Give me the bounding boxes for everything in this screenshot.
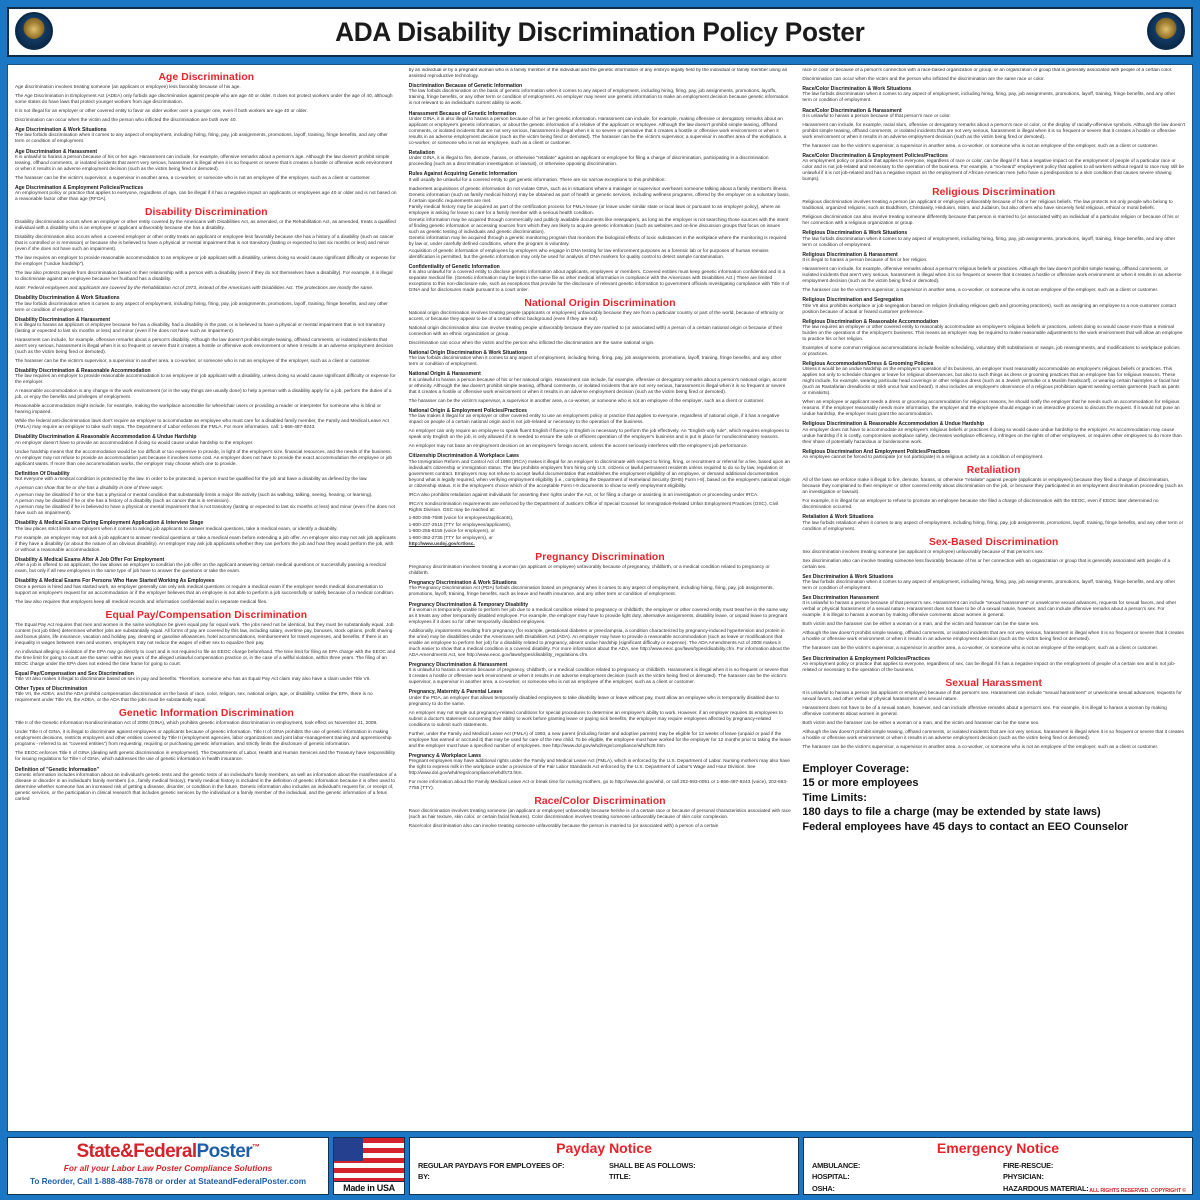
body-paragraph: It is unlawful to harass a person because of that person's race or color. [802, 113, 951, 119]
body-paragraph: The Immigration Reform and Control Act of 1986 (IRCA) makes it illegal for an employer to discriminate with respect to hiring, firing, or recruitment or referral for a fee, based upon an individual's citizenship or immigration status. The law prohibits employers from hiring only U.S. citizens or lawful permanent residents unless required to do so by law, regulation or government contract. Employers may not refuse to accept lawful documentation that establishes the employment eligibility of an employee, or demand additional documentation beyond what is legally required, when verifying employment eligibility (i.e., completing the Department of Homeland Security (DHS) Form I-9), based on the employee's national origin or citizenship status. It is the employee's choice which of the acceptable Form I-9 documents to show to verify employment eligibility. [408, 459, 791, 489]
body-paragraph: 1-800-237-2515 (TTY for employees/applicants), [408, 522, 512, 528]
body-paragraph: For more information about the Family Medical Leave Act or break time for nursing mothers, go to http://www.dol.gov/whd, or call 202-693-0051 or 1-866-487-9243 (voice), 202-693-7755 (TTY). [408, 779, 788, 791]
body-paragraph: Discrimination can occur when the victim and the person who inflicted the discrimination are the same race or color. [802, 76, 1045, 82]
body-paragraph: The harasser can be the victim's supervisor, a supervisor in another area, a co-worker, or someone who is not an employee of the employer, such as a client or customer. [802, 288, 1159, 294]
body-paragraph: Harassment can include, for example, offensive remarks about a person's religious beliefs or practices. Although the law doesn't prohibit simple teasing, offhand comments, or isolated incidents that aren't very serious, harassment is illegal when it is so frequent or severe that it creates a hostile or offensive work environment or when it results in an adverse employment decision (such as the victim being fired or demoted). [802, 267, 1182, 285]
body-paragraph: Religious discrimination can also involve treating someone differently because that person is married to (or associated with) an individual of a particular religion or because of his or her connection with a religious organization or group. [802, 215, 1180, 227]
subsection-heading: Pregnancy, Maternity & Parental Leave [408, 689, 503, 696]
body-paragraph: The law forbids discrimination when it comes to any aspect of employment, including hiring, firing, pay, job assignments, promotions, layoff, training, fringe benefits, and any other term or condition of employment. [802, 92, 1176, 104]
body-paragraph: Pregnant employees may have additional rights under the Family and Medical Leave Act (FMLA), which is enforced by the U.S. Department of Labor. Nursing mothers may also have the right to express milk in the workplace under a provision of the Fair Labor Standards Act enforced by the U.S. Department of Labor's Wage and Hour Division. See http://www.dol.gov/whd/regs/compliance/whdfs73.htm. [408, 759, 790, 776]
body-paragraph: The Age Discrimination in Employment Act (ADEA) only forbids age discrimination against people who are age 40 or older. It does not protect workers under the age of 40, although some states do have laws that protect younger workers from age discrimination. [15, 93, 393, 105]
body-paragraph: All of the laws we enforce make it illegal to fire, demote, harass, or otherwise "retaliate" against people (applicants or employees) because they filed a charge of discrimination, because they complained to their employer or other covered entity about discrimination on the job, or because they participated in an employment discrimination proceeding (such as an investigation or lawsuit). [802, 478, 1183, 496]
body-paragraph: Although the law doesn't prohibit simple teasing, offhand comments, or isolated incidents that are not very serious, harassment is illegal when it is so frequent or severe that it creates a hostile or offensive work environment or when it results in an adverse employment decision (such as the victim being fired or demoted). [802, 729, 1184, 741]
body-paragraph: The law makes it illegal for an employer or other covered entity to use an employment policy or practice that applies to everyone, regardless of national origin, if it has a negative impact on people of a certain national origin and is not job-related or necessary to the operation of the business. [408, 414, 780, 426]
body-paragraph: The EEOC enforces Title II of GINA (dealing with genetic discrimination in employment). The Departments of Labor, Health and Human Services and the Treasury have responsibility for issuing regulations for Title I of GINA, which addresses the use of genetic information in health insurance. [15, 751, 396, 763]
body-paragraph: The harasser can be the victim's supervisor, a supervisor in another area, a co-worker, or someone who is not an employee of the employer, such as a client or customer. [802, 143, 1159, 149]
subsection-heading: Sex Discrimination Harassment [802, 595, 879, 602]
emergency-field-label: OSHA: [812, 1183, 835, 1193]
key-fact-value: Federal employees have 45 days to contact an EEO Counselor [802, 820, 1129, 833]
us-government-seal-icon [1147, 12, 1185, 50]
emergency-field-label: FIRE-RESCUE: [1003, 1160, 1054, 1170]
body-paragraph: An employee cannot be forced to participate (or not participate) in a religious activity as a condition of employment. [802, 455, 1044, 461]
subsection-heading: Religious Discrimination & Reasonable Accommodation & Undue Hardship [802, 421, 985, 428]
subsection-heading: Disability Discrimination & Harassment [15, 316, 111, 323]
body-paragraph: Further, under the Family and Medical Leave Act (FMLA) of 1993, a new parent (including foster and adoptive parents) may be eligible for 12 weeks of leave (unpaid or paid if the employee has earned or accrued it) that may be used for care of the new child. To be eligible, the employee must have worked for the employer for 12 months prior to taking the leave and the employer must have a specified number of employees. See http://www.dol.gov/whd/regs/compliance/whdfs28.htm. [408, 731, 791, 749]
subsection-heading: Pregnancy Discrimination & Work Situations [408, 580, 517, 587]
made-in-usa-label: Made in USA [334, 1181, 404, 1194]
body-paragraph: Harassment can include, for example, racial slurs, offensive or derogatory remarks about a person's race or color, or the display of racially-offensive symbols. Although the law doesn't prohibit simple teasing, offhand comments, or isolated incidents that are not very serious, harassment is illegal when it is so frequent or severe that it creates a hostile or offensive work environment or when it results in an adverse employment decision (such as the victim being fired or demoted). [802, 122, 1185, 140]
body-paragraph: 1-800-362-2735 (TTY for employers), or [408, 535, 493, 541]
body-paragraph: An employer may not single out pregnancy-related conditions for special procedures to determine an employee's ability to work. However, if an employer requires its employees to submit a doctor's statement concerning their ability to work before granting leave or paying sick benefits, the employer may require employees affected by pregnancy-related conditions to submit such statements. [408, 710, 783, 728]
subsection-heading: Religious Discrimination & Work Situations [802, 230, 908, 237]
body-paragraph: Genetic information (such as family medical history) may be obtained as part of health or genetic services, including wellness programs, offered by the employer on a voluntary basis, if certain specific requirements are met. [408, 193, 790, 205]
body-paragraph: The law forbids discrimination when it comes to any aspect of employment, including hiring, firing, pay, job assignments, promotions, layoff, training, fringe benefits, and any other term or condition of employment. [408, 356, 782, 368]
section-heading: National Origin Discrimination [524, 297, 676, 309]
body-paragraph: 1-800-255-7688 (voice for employees/applicants), [408, 516, 514, 522]
body-paragraph: An employment policy or practice that applies to everyone, regardless of sex, can be illegal if it has a negative impact on the employment of people of a certain sex and is not job-related or necessary to the operation of the business. [802, 661, 1176, 673]
subsection-heading: Religious Discrimination and Segregation [802, 297, 904, 304]
poster-footer [5, 1134, 1195, 1197]
poster-header [5, 4, 1195, 61]
body-paragraph: Family medical history may be acquired as part of the certification process for FMLA leave (or leave under similar state or local laws or pursuant to an employer policy), where an employee is asking for leave to care for a family member with a serious health condition. [408, 205, 781, 217]
page-title: ADA Disability Discrimination Policy Poster [335, 16, 865, 47]
key-fact-heading: Employer Coverage: [802, 762, 910, 775]
body-paragraph: The law also protects people from discrimination based on their relationship with a person with a disability (even if they do not themselves have a disability). For example, it is illegal to discriminate against an employee because her husband has a disability. [15, 271, 393, 283]
body-note: Note: Federal employees and applicants are covered by the Rehabilitation Act of 1973, instead of the Americans with Disabilities Act. The protections are mostly the same. [15, 286, 374, 292]
payday-field-label: BY: [418, 1172, 430, 1182]
subsection-heading: Race/Color Discrimination & Employment Policies/Practices [802, 153, 948, 160]
subsection-heading: Definition Of Disability [15, 470, 70, 477]
external-link[interactable]: http://www.usdoj.gov/crt/osc. [408, 541, 475, 547]
payday-notice-box [409, 1137, 799, 1195]
content-column-1 [10, 68, 403, 1129]
section-heading: Genetic Information Discrimination [118, 708, 294, 720]
subsection-heading: Disability & Medical Exams After A Job Offer For Employment [15, 556, 165, 563]
body-paragraph: Genetic information may be acquired through commercially and publicly available documents like newspapers, as long as the employer is not searching those sources with the intent of finding genetic information or accessing sources from which they are likely to acquire genetic information (such as websites and on-line discussion groups that focus on issues such as genetic testing of individuals and genetic discrimination). [408, 217, 789, 235]
subsection-heading: Rules Against Acquiring Genetic Information [408, 171, 517, 178]
section-heading: Retaliation [966, 465, 1021, 477]
subsection-heading: Sex Discrimination & Work Situations [802, 573, 894, 580]
body-paragraph: An employment policy or practice that applies to everyone, regardless of race or color, can be illegal if it has a negative impact on the employment of people of a particular race or color and is not job-related and necessary to the operation of the business. For example, a "no-beard" employment policy that applies to all workers without regard to race may still be unlawful if it is not job-related and has a negative impact on the employment of African-American men (who have a predisposition to a skin condition that causes severe shaving bumps). [802, 159, 1185, 183]
body-note: A person can show that he or she has a disability in one of three ways: [15, 486, 164, 492]
body-paragraph: It is also unlawful for a covered entity to disclose genetic information about applicants, employees or members. Covered entities must keep genetic information confidential and in a separate medical file. (Genetic information may be kept in the same file as other medical information in compliance with the Americans with Disabilities Act.) There are limited exceptions to this non-disclosure rule, such as exceptions that provide for the disclosure of relevant genetic information to government officials investigating compliance with Title II of GINA and for disclosures made pursuant to a court order. [408, 269, 790, 293]
body-paragraph: Sex discrimination also can involve treating someone less favorably because of his or her connection with an organization or group that is generally associated with people of a certain sex. [802, 558, 1171, 570]
body-paragraph: An employer doesn't have to provide an accommodation if doing so would cause undue hardship to the employer. [15, 440, 254, 446]
subsection-heading: National Origin & Harassment [408, 371, 481, 378]
body-paragraph: Once a person is hired and has started work, an employer generally can only ask medical questions or require a medical exam if the employer needs medical documentation to support an employee's request for an accommodation or if the employer believes that an employee is not able to perform a job successfully or safely because of a medical condition. [15, 584, 395, 596]
body-paragraph: Harassment does not have to be of a sexual nature, however, and can include offensive remarks about a person's sex. For example, it is illegal to harass a woman by making offensive comments about women in general. [802, 705, 1167, 717]
made-in-usa-box [333, 1137, 405, 1195]
section-heading: Disability Discrimination [145, 207, 268, 219]
emergency-field-label: PHYSICIAN: [1003, 1172, 1044, 1182]
emergency-notice-left-fields [812, 1160, 993, 1194]
body-paragraph: Inadvertent acquisitions of genetic information do not violate GINA, such as in situations where a manager or supervisor overhears someone talking about a family member's illness. [408, 186, 788, 192]
body-paragraph: Genetic information includes information about an individual's genetic tests and the genetic tests of an individual's family members, as well as information about the manifestation of a disease or disorder in an individual's family members (i.e., family medical history). Family medical history is included in the definition of genetic information because it is often used to determine whether someone has an increased risk of getting a disease, disorder, or condition in the future. Genetic information also includes an individual's request for, or receipt of, genetic services, or the participation in clinical research that includes genetic services by the individual or a family member of the individual, and the genetic information of a fetus carried [15, 772, 397, 802]
body-paragraph: race or color or because of a person's connection with a race-based organization or group, or an organization or group that is generally associated with people of a certain color. [802, 68, 1173, 73]
body-paragraph: Disability discrimination also occurs when a covered employer or other entity treats an applicant or employee less favorably because she has a history of a disability (such as cancer that is controlled or in remission) or because she is believed to have a physical or mental impairment that is not transitory (lasting or expected to last six months or less) and minor (even if she does not have such an impairment). [15, 235, 394, 253]
body-paragraph: A person may be disabled if he or she has a history of a disability (such as cancer that is in remission). [15, 498, 230, 504]
body-paragraph: An employment policy or practice that applies to everyone, regardless of age, can be illegal if it has a negative impact on applicants or employees age 40 or older and is not based on a reasonable factor other than age (RFOA). [15, 191, 397, 203]
payday-field-label: SHALL BE AS FOLLOWS: [609, 1160, 696, 1170]
body-paragraph: The law also requires that employers keep all medical records and information confidential and in separate medical files. [15, 599, 268, 605]
body-paragraph: Additionally, impairments resulting from pregnancy (for example, gestational diabetes or preeclampsia, a condition characterized by pregnancy-induced hypertension and protein in the urine) may be disabilities under the Americans with Disabilities Act (ADA). An employer may have to provide a reasonable accommodation (such as leave or modifications that enable an employee to perform her job) for a disability related to pregnancy, absent undue hardship (significant difficulty or expense). The ADA Amendments Act of 2008 makes it much easier to show that a medical condition is a covered disability. For more information about the ADA, see http://www.eeoc.gov/laws/types/disability.cfm. For information about the ADA Amendments Act, see http://www.eeoc.gov/laws/types/disability_regulations.cfm. [408, 628, 790, 658]
body-paragraph: It is unlawful to harass a person because of his or her age. Harassment can include, for example, offensive remarks about a person's age. Although the law doesn't prohibit simple teasing, offhand comments, or isolated incidents that aren't very serious, harassment is illegal when it is so frequent or severe that it creates a hostile or offensive work environment or when it results in an adverse employment decision (such as the victim being fired or demoted). [15, 154, 393, 172]
subsection-heading: National Origin Discrimination & Work Situations [408, 350, 528, 357]
body-paragraph: An employer may not base an employment decision on an employee's foreign accent, unless the accent seriously interferes with the employee's job performance. [408, 444, 748, 450]
subsection-heading: Religious Accommodation/Dress & Grooming Policies [802, 361, 934, 368]
emergency-field-label: AMBULANCE: [812, 1160, 861, 1170]
emergency-field-label: HAZARDOUS MATERIAL: [1003, 1183, 1089, 1193]
body-paragraph: IRCA also prohibits retaliation against individuals for asserting their rights under the Act, or for filing a charge or assisting in an investigation or proceeding under IRCA. [408, 492, 759, 498]
body-paragraph: For example, an employer may not ask a job applicant to answer medical questions or take a medical exam before extending a job offer. An employer also may not ask job applicants if they have a disability (or about the nature of an obvious disability). An employer may ask job applicants whether they can perform the job and how they would perform the job, with or without a reasonable accommodation. [15, 535, 396, 553]
body-paragraph: Discrimination can occur when the victim and the person who inflicted the discrimination are both over 40. [15, 117, 237, 123]
body-paragraph: Religious discrimination involves treating a person (an applicant or employee) unfavorably because of his or her religious beliefs. The law protects not only people who belong to traditional, organized religions, such as Buddhism, Christianity, Hinduism, Islam, and Judaism, but also others who have sincerely held religious, ethical or moral beliefs. [802, 200, 1173, 212]
body-paragraph: The Pregnancy Discrimination Act (PDA) forbids discrimination based on pregnancy when it comes to any aspect of employment, including hiring, firing, pay, job assignments, promotions, layoff, training, fringe benefits, such as leave and health insurance, and any other term or condition of employment. [408, 586, 774, 598]
subsection-heading: Age Discrimination & Employment Policies/Practices [15, 184, 144, 191]
body-paragraph: The harasser can be the victim's supervisor, a supervisor in another area, a co-worker, or someone who is not an employee of the employer, such as a client or customer. [15, 175, 371, 181]
body-paragraph: Both victim and the harasser can be either a woman or a man, and the victim and harasser can be the same sex. [802, 622, 1040, 628]
body-paragraph: Disability discrimination occurs when an employer or other entity covered by the Americans with Disabilities Act, as amended, or the Rehabilitation Act, as amended, treats a qualified individual with a disability who is an employee or applicant unfavorably because she has a disability. [15, 220, 396, 232]
brand-name [14, 1142, 322, 1161]
body-paragraph: It is not illegal for an employer or other covered entity to favor an older worker over a younger one, even if both workers are age 40 or older. [15, 108, 308, 114]
body-paragraph: The law requires an employer to provide reasonable accommodation to an employee or job applicant with a disability, unless doing so would cause significant difficulty or expense for the employer. [15, 374, 396, 386]
body-paragraph: National origin discrimination also can involve treating people unfavorably because they are married to (or associated with) a person of a certain national origin or because of their connection with an ethnic organization or group. [408, 325, 783, 337]
subsection-heading: Pregnancy Discrimination & Temporary Disability [408, 601, 529, 608]
body-paragraph: Sex discrimination involves treating someone (an applicant or employee) unfavorably because of that person's sex. [802, 549, 1044, 555]
body-paragraph: IRCA's nondiscrimination requirements are enforced by the Department of Justice's Office of Special Counsel for Immigration-Related Unfair Employment Practices (OSC), Civil Rights Division. OSC may be reached at: [408, 501, 779, 513]
subsection-heading: Race/Color Discrimination & Work Situations [802, 86, 912, 93]
subsection-heading: Citizenship Discrimination & Workplace Laws [408, 453, 519, 460]
poster-body [5, 61, 1195, 1134]
body-paragraph: The law forbids discrimination when it comes to any aspect of employment, including hiring, firing, pay, job assignments, promotions, layoff, training, fringe benefits, and any other term or condition of employment. [15, 133, 388, 145]
copyright-notice: ALL RIGHTS RESERVED. COPYRIGHT © [1089, 1188, 1186, 1194]
subsection-heading: Religious Discrimination & Harassment [802, 251, 898, 258]
brand-tagline: For all your Labor Law Poster Compliance Solutions [63, 1163, 273, 1173]
subsection-heading: Pregnancy Discrimination & Harassment [408, 661, 508, 668]
brand-reorder-line: To Reorder, Call 1-888-488-7678 or order at StateandFederalPoster.com [29, 1177, 307, 1186]
body-paragraph: Race discrimination involves treating someone (an applicant or employee) unfavorably because he/she is of a certain race or because of personal characteristics associated with race (such as hair texture, skin color, or certain facial features). Color discrimination involves treating someone unfavorably because of skin color complexion. [408, 808, 791, 820]
body-paragraph: Undue hardship means that the accommodation would be too difficult or too expensive to provide, in light of the employer's size, financial resources, and the needs of the business. An employer may not refuse to provide an accommodation just because it involves some cost. An employer does not have to provide the exact accommodation the employee or job applicant wants. If more than one accommodation works, the employer may choose which one to provide. [15, 449, 393, 467]
subsection-heading: Disability & Medical Exams For Persons Who Have Started Working As Employees [15, 578, 215, 585]
brand-name-part1: State&Federal [76, 1141, 197, 1162]
content-column-3 [796, 68, 1190, 1129]
emergency-field-label: HOSPITAL: [812, 1172, 850, 1182]
key-fact-heading: Time Limits: [802, 791, 867, 804]
body-paragraph: The law forbids discrimination when it comes to any aspect of employment, including hiring, firing, pay, job assignments, promotions, layoff, training, fringe benefits, and any other term or condition of employment. [802, 579, 1176, 591]
subsection-heading: Pregnancy & Workplace Laws [408, 752, 482, 759]
body-paragraph: An employer can only require an employee to speak fluent English if fluency in English is necessary to perform the job effectively. An "English-only rule", which requires employees to speak only English on the job, is only allowed if it is needed to ensure the safe or efficient operation of the employer's business and is put in place for nondiscriminatory reasons. [408, 429, 790, 441]
body-paragraph: A person may be disabled if he or she has a physical or mental condition that substantially limits a major life activity (such as walking, talking, seeing, hearing, or learning). [15, 492, 373, 498]
section-heading: Race/Color Discrimination [534, 795, 666, 807]
body-paragraph: An individual alleging a violation of the EPA may go directly to court and is not required to file an EEOC charge beforehand. The time limit for filing an EPA charge with the EEOC and the time limit for going to court are the same: within two years of the alleged unlawful compensation practice or, in the case of a willful violation, within three years. The filing of an EEOC charge under the EPA does not extend the time frame for going to court. [15, 649, 396, 667]
body-paragraph: Examples of some common religious accommodations include flexible scheduling, voluntary shift substitutions or swaps, job reassignments, and modifications to workplace policies or practices. [802, 345, 1180, 357]
body-paragraph: The law places strict limits on employers when it comes to asking job applicants to answer medical questions, take a medical exam, or identify a disability. [15, 526, 338, 532]
body-paragraph: An employer does not have to accommodate an employee's religious beliefs or practices if doing so would cause undue hardship to the employer. An accommodation may cause undue hardship if it is costly, compromises workplace safety, decreases workplace efficiency, infringes on the rights of other employees, or requires other employees to do more than their share of potentially hazardous or burdensome work. [802, 427, 1182, 445]
body-paragraph: The law requires an employer to provide reasonable accommodation to an employee or job applicant with a disability, unless doing so would cause significant difficulty or expense for the employer ("undue hardship"). [15, 256, 396, 268]
key-fact-value: 15 or more employees [802, 777, 919, 790]
subsection-heading: Retaliation [408, 150, 435, 156]
body-paragraph: The law forbids discrimination when it comes to any aspect of employment, including hiring, firing, pay, job assignments, promotions, layoff, training, fringe benefits, and any other term or condition of employment. [15, 301, 388, 313]
body-paragraph: Reasonable accommodation might include, for example, making the workplace accessible for wheelchair users or providing a reader or interpreter for someone who is blind or hearing impaired. [15, 404, 381, 416]
body-paragraph: National origin discrimination involves treating people (applicants or employees) unfavorably because they are from a particular country or part of the world, because of ethnicity or accent, or because they appear to be of a certain ethnic background (even if they are not). [408, 310, 784, 322]
subsection-heading: Retaliation & Work Situations [802, 514, 874, 521]
body-paragraph: It is unlawful to harass a person because of that person's sex. Harassment can include "sexual harassment" or unwelcome sexual advances, requests for sexual favors, and other verbal or physical harassment of a sexual nature. Harassment does not have to be of a sexual nature, however, and can include offensive remarks about a person's sex. For example, it is illegal to harass a woman by making offensive comments about women in general. [802, 601, 1177, 619]
body-paragraph: 1-800-255-8155 (voice for employers), or [408, 529, 496, 535]
section-heading: Sexual Harassment [945, 677, 1043, 689]
body-paragraph: For example, it is illegal for an employer to refuse to promote an employee because she filed a charge of discrimination with the EEOC, even if EEOC later determined no discrimination occurred. [802, 499, 1159, 511]
body-paragraph: Title II of the Genetic Information Nondiscrimination Act of 2008 (GINA), which prohibits genetic information discrimination in employment, took effect on November 21, 2009. [15, 721, 378, 727]
body-paragraph: Acquisition of genetic information of employees by employers who engage in DNA testing for law enforcement purposes as a forensic lab or for purposes of human remains identification is permitted, but the genetic information may only be used for analysis of DNA markers for quality control to detect sample contamination. [408, 248, 769, 260]
section-heading: Religious Discrimination [932, 187, 1056, 199]
brand-box [7, 1137, 329, 1195]
payday-field-label: REGULAR PAYDAYS FOR EMPLOYEES OF: [418, 1160, 565, 1170]
subsection-heading: Disability Discrimination & Reasonable Accommodation [15, 368, 151, 375]
body-paragraph: The Equal Pay Act requires that men and women in the same workplace be given equal pay for equal work. The jobs need not be identical, but they must be substantially equal. Job content (not job titles) determines whether jobs are substantially equal. All forms of pay are covered by this law, including salary, overtime pay, bonuses, stock options, profit sharing and bonus plans, life insurance, vacation and holiday pay, cleaning or gasoline allowances, hotel accommodations, reimbursement for travel expenses, and benefits. If there is an inequality in wages between men and women, employers may not reduce the wages of either sex to equalize their pay. [15, 622, 394, 646]
subsection-heading: Age Discrimination & Harassment [15, 148, 98, 155]
body-paragraph: It is unlawful to harass a woman because of pregnancy, childbirth, or a medical condition related to pregnancy or childbirth. Harassment is illegal when it is so frequent or severe that it creates a hostile or offensive work environment or when it results in an adverse employment decision (such as the victim being fired or demoted). The harasser can be the victim's supervisor, a supervisor in another area, a co-worker, or someone who is not an employee of the employer, such as a client or customer. [408, 668, 788, 686]
body-paragraph: Title VII also prohibits workplace or job segregation based on religion (including religious garb and grooming practices), such as assigning an employee to a non-customer contact position because of actual or feared customer preference. [802, 303, 1177, 315]
subsection-heading: National Origin & Employment Policies/Practices [408, 407, 527, 414]
body-paragraph: A person may be disabled if he is believed to have a physical or mental impairment that is not transitory (lasting or expected to last six months or less) and minor (even if he does not have such an impairment). [15, 505, 395, 517]
body-paragraph: Pregnancy discrimination involves treating a woman (an applicant or employee) unfavorably because of pregnancy, childbirth, or a medical condition related to pregnancy or childbirth. [408, 564, 770, 576]
body-paragraph: A reasonable accommodation is any change in the work environment (or in the way things are usually done) to help a person with a disability apply for a job, perform the duties of a job, or enjoy the benefits and privileges of employment. [15, 389, 392, 401]
section-heading: Pregnancy Discrimination [535, 551, 665, 563]
us-government-seal-icon [15, 12, 53, 50]
body-paragraph: The law forbids discrimination when it comes to any aspect of employment, including hiring, firing, pay, job assignments, promotions, layoff, training, fringe benefits, and any other term or condition of employment. [802, 236, 1176, 248]
body-paragraph: Under Title II of GINA, it is illegal to discriminate against employees or applicants because of genetic information. Title II of GINA prohibits the use of genetic information in making employment decisions, restricts employers and other entities covered by Title II (employment agencies, labor organizations and joint labor-management training and apprenticeship programs - referred to as "covered entities") from requesting, requiring or purchasing genetic information, and strictly limits the disclosure of genetic information. [15, 730, 392, 748]
body-paragraph: The harasser can be the victim's supervisor, a supervisor in another area, a co-worker, or someone who is not an employee of the employer, such as a client or customer. [408, 398, 765, 404]
subsection-heading: Sex Discrimination & Employment Policies/Practices [802, 655, 931, 662]
body-paragraph: It is illegal to harass a person because of his or her religion. [802, 258, 928, 264]
body-paragraph: Not everyone with a medical condition is protected by the law. In order to be protected, a person must be qualified for the job and have a disability as defined by the law. [15, 477, 368, 483]
brand-name-part2: Poster [196, 1141, 253, 1162]
body-paragraph: The law forbids discrimination on the basis of genetic information when it comes to any aspect of employment, including hiring, firing, pay, job assignments, promotions, layoffs, training, fringe benefits, or any other term or condition of employment. An employer may never use genetic information to make an employment decision because genetic information is not relevant to an individual's current ability to work. [408, 89, 789, 107]
key-fact-value: 180 days to file a charge (may be extended by state laws) [802, 806, 1101, 819]
us-flag-icon [334, 1138, 404, 1181]
body-paragraph: Harassment can include, for example, offensive remarks about a person's disability. Although the law doesn't prohibit simple teasing, offhand comments, or isolated incidents that aren't very serious, harassment is illegal when it is so frequent or severe that it creates a hostile or offensive work environment or when it results in an adverse employment decision (such as the victim being fired or demoted). [15, 338, 394, 355]
subsection-heading: Disability Discrimination & Work Situations [15, 295, 120, 302]
subsection-heading: Religious Discrimination & Reasonable Accommodation [802, 318, 939, 325]
body-paragraph: Under GINA, it is illegal to fire, demote, harass, or otherwise "retaliate" against an applicant or employee for filing a charge of discrimination, participating in a discrimination proceeding (such as a discrimination investigation or lawsuit), or otherwise opposing discrimination. [408, 156, 769, 168]
body-paragraph: Race/color discrimination also can involve treating someone unfavorably because the person is married to (or associated with) a person of a certain [408, 823, 719, 829]
body-paragraph: If a woman is temporarily unable to perform her job due to a medical condition related to pregnancy or childbirth, the employer or other covered entity must treat her in the same way as it treats any other temporarily disabled employee. For example, the employer may have to provide light duty, alternative assignments, disability leave, or unpaid leave to pregnant employees if it does so for other temporarily disabled employees. [408, 607, 788, 625]
body-paragraph: by an individual or by a pregnant woman who is a family member of the individual and the genetic information of any embryo legally held by the individual or family member using an assisted reproductive technology. [408, 68, 788, 79]
body-paragraph: The law forbids retaliation when it comes to any aspect of employment, including hiring, firing, pay, job assignments, promotions, layoff, training, fringe benefits, and any other term or condition of employment. [802, 520, 1184, 532]
content-column-2 [403, 68, 797, 1129]
body-paragraph: Genetic information may be acquired through a genetic monitoring program that monitors the biological effects of toxic substances in the workplace where the monitoring is required by law or, under carefully defined conditions, where the program is voluntary. [408, 236, 787, 248]
body-paragraph: Under the PDA, an employer that allows temporarily disabled employees to take disability leave or leave without pay, must allow an employee who is temporarily disabled due to pregnancy to do the same. [408, 695, 780, 707]
subsection-heading: Disability & Medical Exams During Employment Application & Interview Stage [15, 520, 204, 527]
body-paragraph: When an employee or applicant needs a dress or grooming accommodation for religious reasons, he should notify the employer that he needs such an accommodation for religious reasons. If the employer reasonably needs more information, the employer and the employee should engage in an interactive process to discuss the request. If it would not pose an undue hardship, the employer must grant the accommodation. [802, 400, 1180, 418]
body-paragraph: While the federal anti-discrimination laws don't require an employer to accommodate an employee who must care for a disabled family member, the Family and Medical Leave Act (FMLA) may require an employer to take such steps. The Department of Labor enforces the FMLA. For more information, call: 1-866-487-9243. [15, 419, 389, 431]
body-paragraph: Although the law doesn't prohibit simple teasing, offhand comments, or isolated incidents that are not very serious, harassment is illegal when it is so frequent or severe that it creates a hostile or offensive work environment or when it results in an adverse employment decision (such as the victim being fired or demoted). [802, 631, 1184, 643]
payday-field-label: TITLE: [609, 1172, 631, 1182]
body-paragraph: Title VII also makes it illegal to discriminate based on sex in pay and benefits. Therefore, someone who has an Equal Pay Act claim may also have a claim under Title VII. [15, 676, 371, 682]
trademark-symbol: ™ [252, 1142, 260, 1152]
subsection-heading: Confidentiality of Genetic Information [408, 263, 500, 270]
subsection-heading: Equal Pay/Compensation and Sex Discrimination [15, 670, 134, 677]
subsection-heading: Disability Discrimination & Reasonable Accommodation & Undue Hardship [15, 434, 197, 441]
emergency-notice-title: Emergency Notice [936, 1140, 1060, 1156]
payday-notice-right-fields [609, 1160, 790, 1183]
subsection-heading: Discrimination Because of Genetic Information [408, 83, 523, 90]
section-heading: Age Discrimination [158, 72, 255, 83]
body-paragraph: Title VII, the ADEA, and the ADA prohibit compensation discrimination on the basis of race, color, religion, sex, national origin, age, or disability. Unlike the EPA, there is no requirement under Title VII, the ADEA, or the ADA that the jobs must be substantially equal. [15, 692, 373, 704]
body-paragraph: After a job is offered to an applicant, the law allows an employer to condition the job offer on the applicant answering certain medical questions or successfully passing a medical exam, but only if all new employees in the same type of job have to answer the questions or take the exam. [15, 563, 386, 575]
body-paragraph: The harasser can be the victim's supervisor, a supervisor in another area, a co-worker, or someone who is not an employee of the employer, such as a client or customer. [15, 358, 371, 364]
payday-notice-title: Payday Notice [556, 1140, 652, 1156]
subsection-heading: Age Discrimination & Work Situations [15, 127, 107, 134]
payday-notice-left-fields [418, 1160, 599, 1183]
section-heading: Sex-Based Discrimination [928, 536, 1059, 548]
section-heading: Equal Pay/Compensation Discrimination [105, 609, 308, 621]
body-paragraph: Both victim and the harasser can be either a woman or a man, and the victim and harasser can be the same sex. [802, 720, 1040, 726]
body-paragraph: The harasser can be the victim's supervisor, a supervisor in another area, a co-worker, or someone who is not an employee of the employer, such as a client or customer. [802, 744, 1159, 750]
body-paragraph: It is illegal to harass an applicant or employee because he has a disability, had a disability in the past, or is believed to have a physical or mental impairment that is not transitory (lasting or expected to last six months or less) and minor (even if he does not have such an impairment). [15, 323, 386, 335]
body-paragraph: Age discrimination involves treating someone (an applicant or employee) less favorably because of his age. [15, 85, 241, 90]
emergency-notice-box [803, 1137, 1193, 1195]
body-paragraph: It is unlawful to harass a person because of his or her national origin. Harassment can include, for example, offensive or derogatory remarks about a person's national origin, accent or ethnicity. Although the law doesn't prohibit simple teasing, offhand comments, or isolated incidents that are not very serious, harassment is illegal when it is so frequent or severe that it creates a hostile or offensive work environment or when it results in an adverse employment decision (such as the victim being fired or demoted). [408, 377, 787, 395]
subsection-heading: Religious Discrimination And Employment Policies/Practices [802, 448, 950, 455]
body-paragraph: Under GINA, it is also illegal to harass a person because of his or her genetic information. Harassment can include, for example, making offensive or derogatory remarks about an applicant or employee's genetic information, or about the genetic information of a relative of the applicant or employee. Although the law doesn't prohibit simple teasing, offhand comments, or isolated incidents that are not very serious, harassment is illegal when it is so severe or pervasive that it creates a hostile or offensive work environment or when it results in an adverse employment decision (such as the victim being fired or demoted). The harasser can be the victim's supervisor, a supervisor in another area of the workplace, a co-worker, or someone who is not an employee, such as a client or customer. [408, 116, 787, 146]
subsection-heading: Harassment Because of Genetic Information [408, 110, 516, 117]
body-paragraph: The harasser can be the victim's supervisor, a supervisor in another area, a co-worker, or someone who is not an employee of the employer, such as a client or customer. [802, 646, 1159, 652]
subsection-heading: Race/Color Discrimination & Harassment [802, 107, 902, 114]
subsection-heading: Definition of "Genetic Information" [15, 766, 100, 773]
body-paragraph: It will usually be unlawful for a covered entity to get genetic information. There are six narrow exceptions to this prohibition: [408, 177, 666, 183]
subsection-heading: Other Types of Discrimination [15, 686, 88, 693]
body-paragraph: Unless it would be an undue hardship on the employer's operation of its business, an employer must reasonably accommodate an employee's religious beliefs or practices. This applies not only to schedule changes or leave for religious observances, but also to such things as dress or grooming practices that an employee has for religious reasons. These might include, for example, wearing particular head coverings or other religious dress (such as a Jewish yarmulke or a Muslim headscarf), or wearing certain hairstyles or facial hair (such as Rastafarian dreadlocks or Sikh uncut hair and beard). It also includes an employee's observance of a religious prohibition against wearing certain garments (such as pants or miniskirts). [802, 367, 1180, 397]
body-paragraph: Discrimination can occur when the victim and the person who inflicted the discrimination are the same national origin. [408, 340, 655, 346]
body-paragraph: The law requires an employer or other covered entity to reasonably accommodate an employee's religious beliefs or practices, unless doing so would cause more than a minimal burden on the operations of the employer's business. This means an employer may be required to make reasonable adjustments to the work environment that will allow an employee to practice his or her religion. [802, 324, 1183, 342]
body-paragraph: It is unlawful to harass a person (an applicant or employee) because of that person's sex. Harassment can include "sexual harassment" or unwelcome sexual advances, requests for sexual favors, and other verbal or physical harassment of a sexual nature. [802, 690, 1182, 702]
